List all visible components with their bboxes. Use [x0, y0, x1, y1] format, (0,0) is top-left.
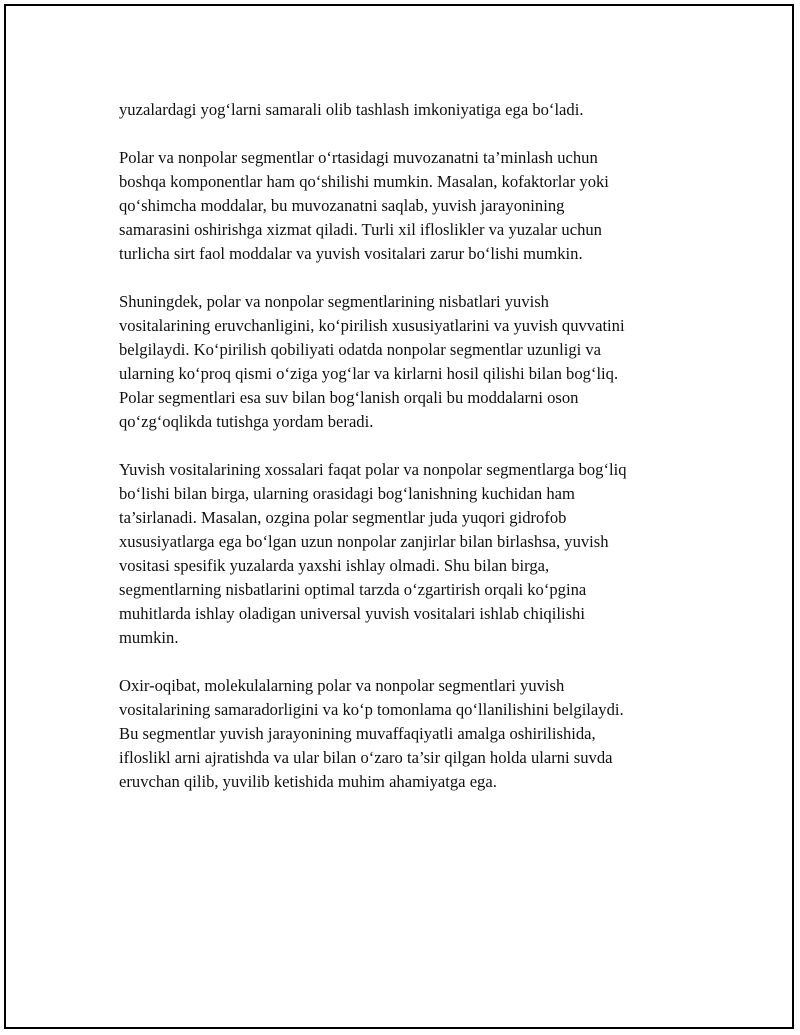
text-line: qo‘zg‘oqlikda tutishga yordam beradi. [119, 412, 374, 431]
text-line: vositalarining samaradorligini va ko‘p tomonlama qo‘llanilishini belgilaydi. [119, 700, 624, 719]
document-body [119, 98, 699, 794]
paragraph-1 [119, 98, 699, 122]
text-line: bo‘lishi bilan birga, ularning orasidagi bog‘lanishning kuchidan ham [119, 484, 575, 503]
text-line: Bu segmentlar yuvish jarayonining muvaffaqiyatli amalga oshirilishida, [119, 724, 596, 743]
text-line: qo‘shimcha moddalar, bu muvozanatni saqlab, yuvish jarayonining [119, 196, 565, 215]
text-line: Shuningdek, polar va nonpolar segmentlarining nisbatlari yuvish [119, 292, 549, 311]
text-line: yuzalardagi yog‘larni samarali olib tashlash imkoniyatiga ega bo‘ladi. [119, 100, 584, 119]
text-line: boshqa komponentlar ham qo‘shilishi mumkin. Masalan, kofaktorlar yoki [119, 172, 609, 191]
text-line: samarasini oshirishga xizmat qiladi. Turli xil ifloslikler va yuzalar uchun [119, 220, 602, 239]
text-line: ta’sirlanadi. Masalan, ozgina polar segmentlar juda yuqori gidrofob [119, 508, 567, 527]
page-frame [4, 4, 794, 1029]
text-line: turlicha sirt faol moddalar va yuvish vositalari zarur bo‘lishi mumkin. [119, 244, 583, 263]
text-line: eruvchan qilib, yuvilib ketishida muhim ahamiyatga ega. [119, 772, 497, 791]
text-line: vositasi spesifik yuzalarda yaxshi ishlay olmadi. Shu bilan birga, [119, 556, 550, 575]
text-line: Oxir-oqibat, molekulalarning polar va nonpolar segmentlari yuvish [119, 676, 565, 695]
paragraph-5 [119, 674, 699, 794]
text-line: ularning ko‘proq qismi o‘ziga yog‘lar va kirlarni hosil qilishi bilan bog‘liq. [119, 364, 619, 383]
text-line: segmentlarning nisbatlarini optimal tarzda o‘zgartirish orqali ko‘pgina [119, 580, 587, 599]
text-line: belgilaydi. Ko‘pirilish qobiliyati odatda nonpolar segmentlar uzunligi va [119, 340, 602, 359]
text-line: muhitlarda ishlay oladigan universal yuvish vositalari ishlab chiqilishi [119, 604, 585, 623]
paragraph-3 [119, 290, 699, 434]
text-line: ifloslikl arni ajratishda va ular bilan o‘zaro ta’sir qilgan holda ularni suvda [119, 748, 613, 767]
text-line: Polar segmentlari esa suv bilan bog‘lanish orqali bu moddalarni oson [119, 388, 579, 407]
text-line: vositalarining eruvchanligini, ko‘pirilish xususiyatlarini va yuvish quvvatini [119, 316, 625, 335]
paragraph-4 [119, 458, 699, 650]
text-line: Yuvish vositalarining xossalari faqat polar va nonpolar segmentlarga bog‘liq [119, 460, 627, 479]
text-line: mumkin. [119, 628, 179, 647]
paragraph-2 [119, 146, 699, 266]
text-line: xususiyatlarga ega bo‘lgan uzun nonpolar zanjirlar bilan birlashsa, yuvish [119, 532, 609, 551]
text-line: Polar va nonpolar segmentlar o‘rtasidagi muvozanatni ta’minlash uchun [119, 148, 598, 167]
